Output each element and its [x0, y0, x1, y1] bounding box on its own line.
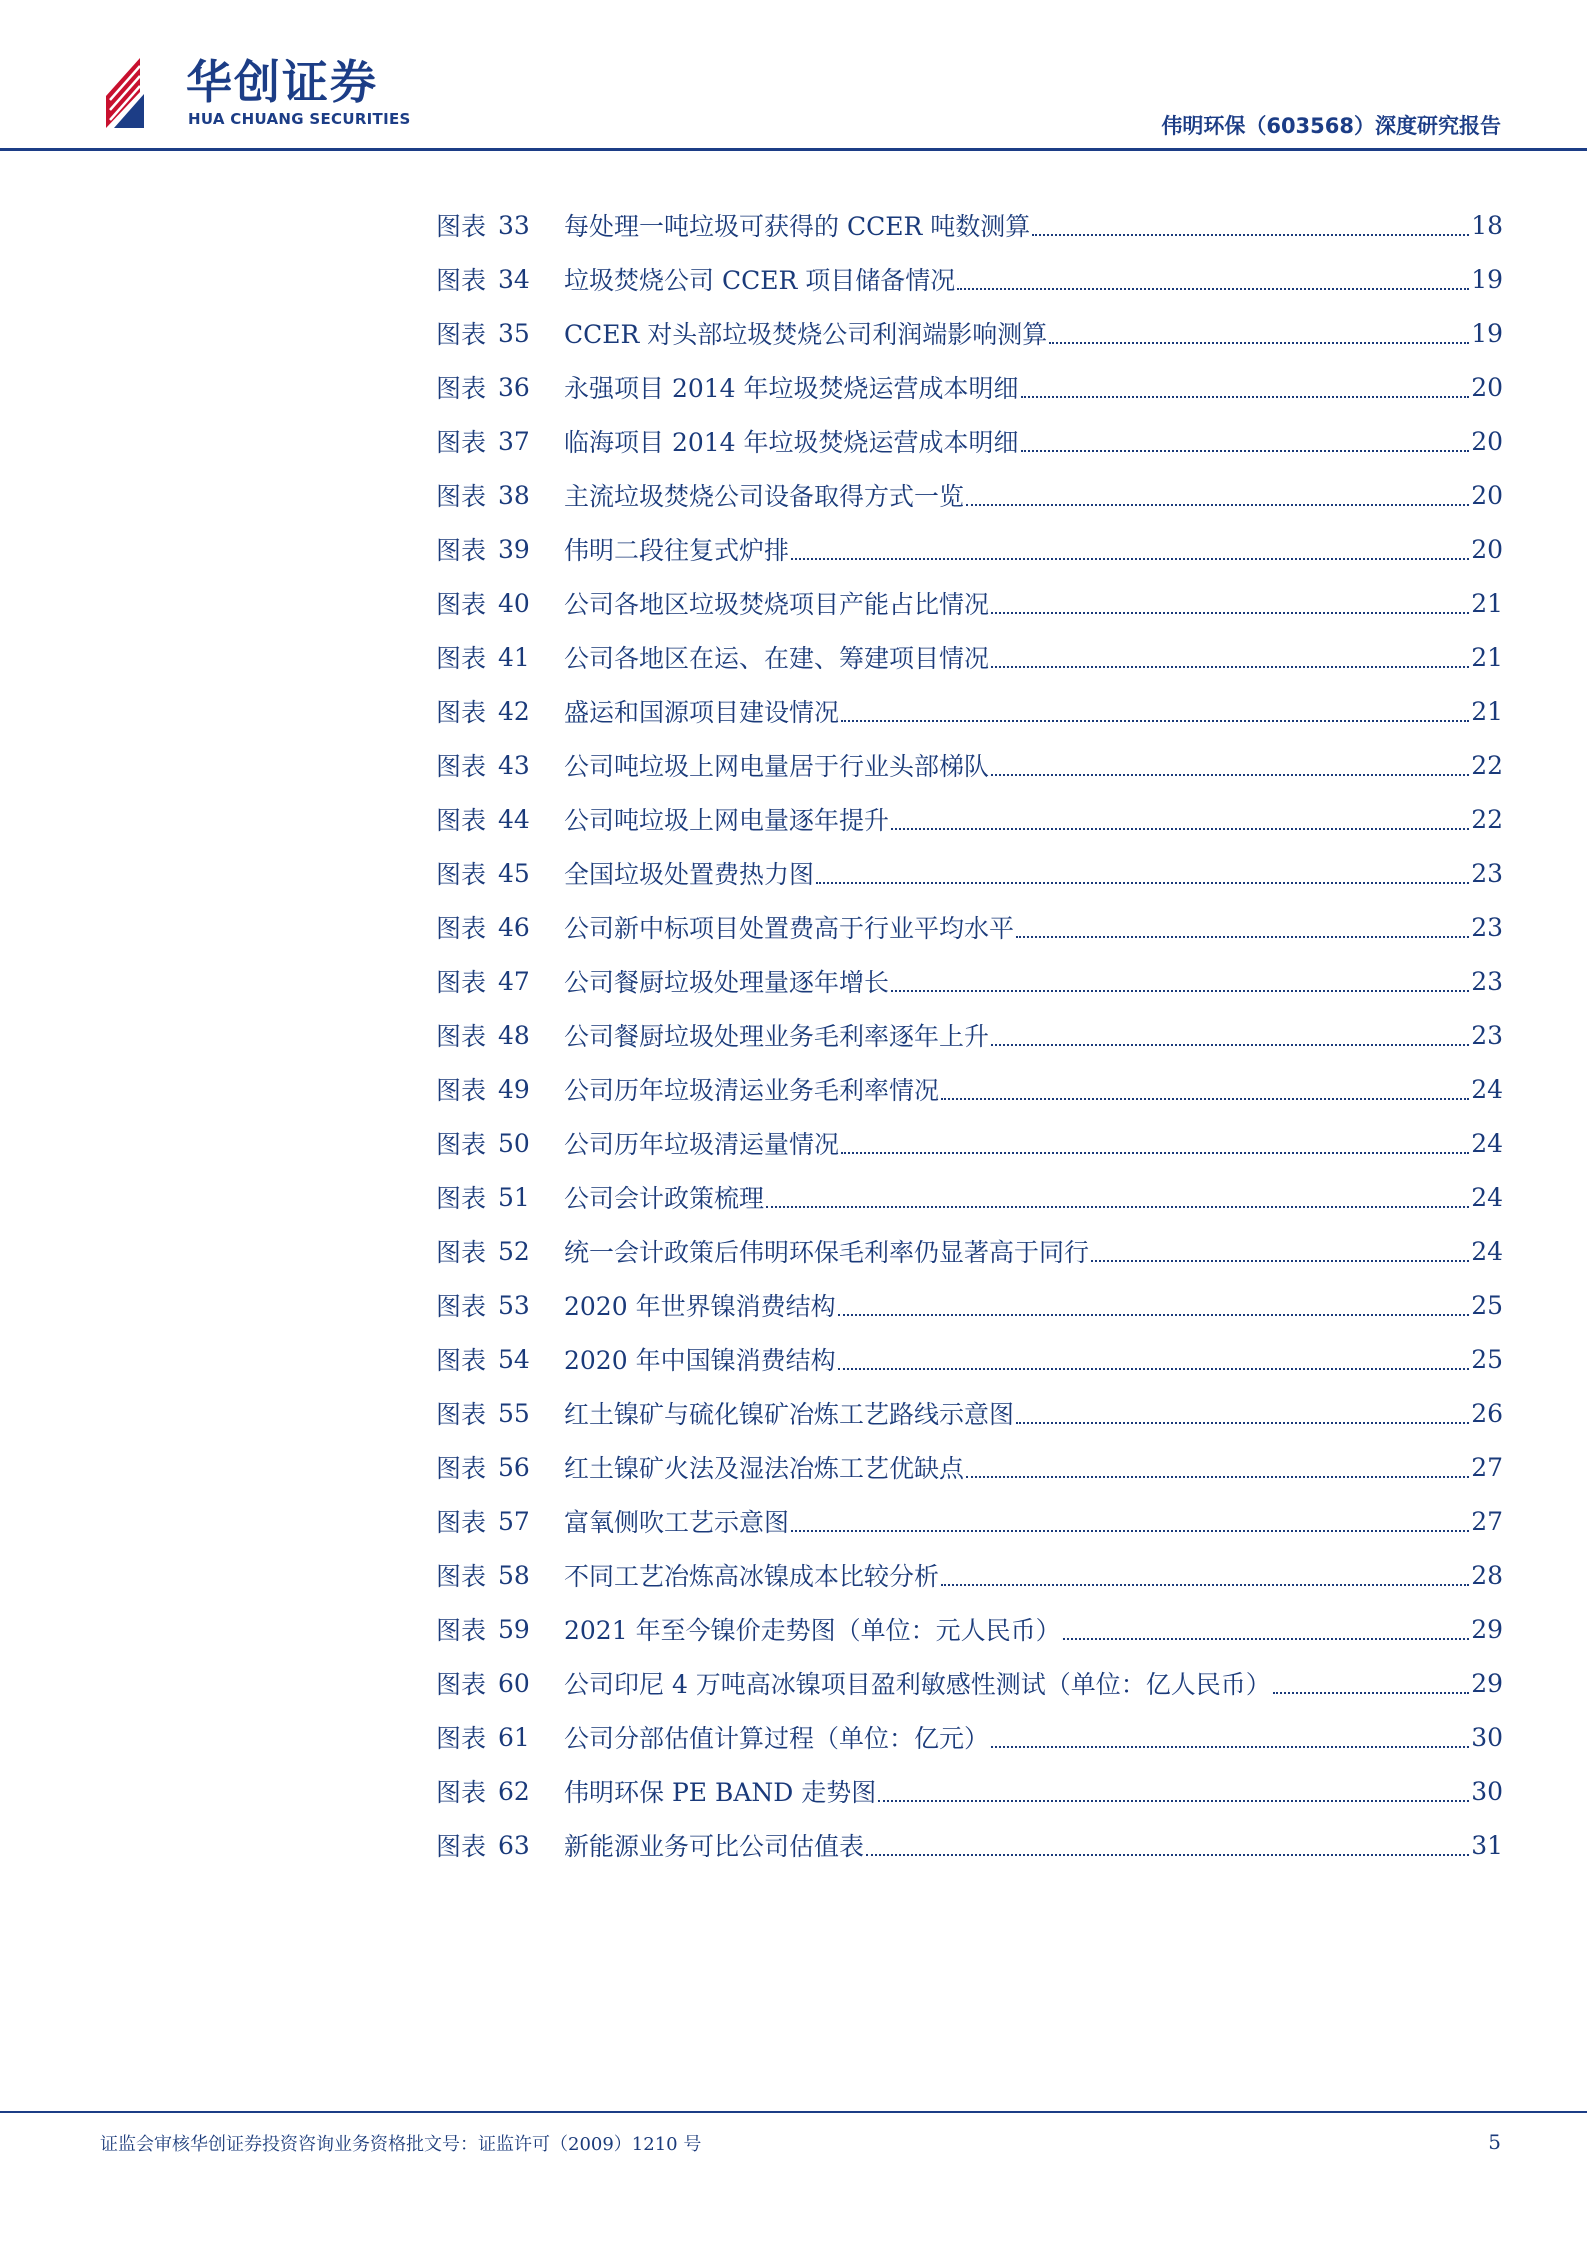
- toc-entry-label: 图表: [436, 1184, 487, 1213]
- toc-leader-dots: [991, 1044, 1469, 1046]
- toc-leader-dots: [766, 1206, 1469, 1208]
- toc-leader-dots: [1021, 396, 1470, 398]
- toc-entry-page: 22: [1471, 804, 1503, 834]
- toc-leader-dots: [966, 504, 1469, 506]
- toc-entry[interactable]: [436, 468, 1503, 522]
- toc-entry-page: 24: [1471, 1182, 1503, 1212]
- toc-entry-page: 20: [1471, 480, 1503, 510]
- toc-entry-number: 34: [498, 264, 530, 294]
- toc-leader-dots: [878, 1800, 1469, 1802]
- toc-entry-number: 40: [498, 588, 530, 618]
- toc-entry-label: 图表: [436, 860, 487, 889]
- toc-leader-dots: [966, 1476, 1469, 1478]
- toc-entry[interactable]: [436, 792, 1503, 846]
- toc-leader-dots: [1273, 1692, 1469, 1694]
- toc-entry-page: 23: [1471, 966, 1503, 996]
- toc-entry-number: 57: [498, 1506, 530, 1536]
- toc-entry-title: 主流垃圾焚烧公司设备取得方式一览: [564, 482, 965, 511]
- toc-entry[interactable]: [436, 1278, 1503, 1332]
- toc-entry[interactable]: [436, 1386, 1503, 1440]
- toc-entry[interactable]: [436, 522, 1503, 576]
- toc-entry[interactable]: [436, 1062, 1503, 1116]
- toc-entry-number: 58: [498, 1560, 530, 1590]
- toc-entry[interactable]: [436, 684, 1503, 738]
- toc-entry-label: 图表: [436, 212, 487, 241]
- toc-entry-title: 公司会计政策梳理: [564, 1184, 765, 1213]
- toc-leader-dots: [891, 828, 1469, 830]
- toc-entry-page: 19: [1471, 264, 1503, 294]
- toc-entry[interactable]: [436, 900, 1503, 954]
- toc-entry-page: 30: [1471, 1722, 1503, 1752]
- toc-entry-number: 37: [498, 426, 530, 456]
- footer-divider: [0, 2111, 1587, 2113]
- toc-entry-title: 2020 年中国镍消费结构: [564, 1346, 836, 1375]
- toc-leader-dots: [891, 990, 1469, 992]
- toc-entry[interactable]: [436, 1116, 1503, 1170]
- toc-entry-label: 图表: [436, 1454, 487, 1483]
- toc-leader-dots: [791, 1530, 1469, 1532]
- toc-entry-title: 临海项目 2014 年垃圾焚烧运营成本明细: [564, 428, 1019, 457]
- toc-entry-page: 20: [1471, 372, 1503, 402]
- toc-leader-dots: [1016, 1422, 1469, 1424]
- toc-leader-dots: [941, 1098, 1469, 1100]
- toc-entry-number: 46: [498, 912, 530, 942]
- toc-entry[interactable]: [436, 1764, 1503, 1818]
- toc-entry-label: 图表: [436, 536, 487, 565]
- toc-entry-title: 公司餐厨垃圾处理量逐年增长: [564, 968, 890, 997]
- toc-leader-dots: [838, 1368, 1470, 1370]
- toc-entry[interactable]: [436, 630, 1503, 684]
- toc-entry[interactable]: [436, 1656, 1503, 1710]
- toc-entry-label: 图表: [436, 1238, 487, 1267]
- toc-entry-label: 图表: [436, 1022, 487, 1051]
- toc-entry-page: 21: [1471, 696, 1503, 726]
- toc-entry-number: 63: [498, 1830, 530, 1860]
- toc-leader-dots: [1063, 1638, 1470, 1640]
- toc-leader-dots: [841, 720, 1469, 722]
- toc-entry-page: 24: [1471, 1236, 1503, 1266]
- toc-entry-label: 图表: [436, 1076, 487, 1105]
- toc-entry[interactable]: [436, 1602, 1503, 1656]
- toc-entry-label: 图表: [436, 1832, 487, 1861]
- toc-leader-dots: [1032, 234, 1469, 236]
- toc-leader-dots: [991, 774, 1469, 776]
- toc-entry-label: 图表: [436, 698, 487, 727]
- toc-entry-title: 红土镍矿火法及湿法冶炼工艺优缺点: [564, 1454, 965, 1483]
- toc-entry-number: 48: [498, 1020, 530, 1050]
- toc-entry-page: 20: [1471, 426, 1503, 456]
- toc-entry-number: 60: [498, 1668, 530, 1698]
- toc-entry-title: 公司各地区垃圾焚烧项目产能占比情况: [564, 590, 990, 619]
- toc-leader-dots: [1016, 936, 1469, 938]
- toc-entry-page: 28: [1471, 1560, 1503, 1590]
- toc-entry-number: 52: [498, 1236, 530, 1266]
- toc-entry-title: 公司餐厨垃圾处理业务毛利率逐年上升: [564, 1022, 990, 1051]
- toc-entry-title: 伟明环保 PE BAND 走势图: [564, 1778, 877, 1807]
- toc-entry[interactable]: [436, 1548, 1503, 1602]
- toc-entry-number: 39: [498, 534, 530, 564]
- toc-entry-label: 图表: [436, 1400, 487, 1429]
- company-logo: [100, 52, 410, 132]
- footer-disclaimer: 证监会审核华创证券投资咨询业务资格批文号：证监许可（2009）1210 号: [100, 2134, 702, 2155]
- toc-leader-dots: [866, 1854, 1469, 1856]
- toc-entry-number: 54: [498, 1344, 530, 1374]
- toc-entry-title: 富氧侧吹工艺示意图: [564, 1508, 790, 1537]
- toc-entry-title: 红土镍矿与硫化镍矿冶炼工艺路线示意图: [564, 1400, 1015, 1429]
- toc-entry-number: 49: [498, 1074, 530, 1104]
- logo-chinese-text: 华创证券: [186, 55, 378, 109]
- toc-entry-number: 42: [498, 696, 530, 726]
- toc-entry-page: 21: [1471, 642, 1503, 672]
- toc-entry-number: 43: [498, 750, 530, 780]
- toc-entry-label: 图表: [436, 320, 487, 349]
- toc-leader-dots: [991, 612, 1469, 614]
- toc-entry-title: 不同工艺冶炼高冰镍成本比较分析: [564, 1562, 940, 1591]
- toc-entry-label: 图表: [436, 1346, 487, 1375]
- toc-entry-title: 公司印尼 4 万吨高冰镍项目盈利敏感性测试（单位：亿人民币）: [564, 1670, 1271, 1699]
- toc-entry[interactable]: [436, 1494, 1503, 1548]
- toc-entry-title: 全国垃圾处置费热力图: [564, 860, 815, 889]
- toc-entry-title: 公司分部估值计算过程（单位：亿元）: [564, 1724, 990, 1753]
- toc-entry-page: 23: [1471, 1020, 1503, 1050]
- toc-entry-label: 图表: [436, 374, 487, 403]
- toc-entry[interactable]: [436, 954, 1503, 1008]
- toc-entry-label: 图表: [436, 968, 487, 997]
- toc-entry-label: 图表: [436, 1508, 487, 1537]
- toc-entry-title: 公司各地区在运、在建、筹建项目情况: [564, 644, 990, 673]
- toc-entry-label: 图表: [436, 914, 487, 943]
- page-number: 5: [1488, 2130, 1501, 2154]
- toc-entry-number: 61: [498, 1722, 530, 1752]
- toc-entry-title: 永强项目 2014 年垃圾焚烧运营成本明细: [564, 374, 1019, 403]
- toc-entry-page: 23: [1471, 912, 1503, 942]
- toc-leader-dots: [991, 666, 1469, 668]
- toc-entry-title: 2020 年世界镍消费结构: [564, 1292, 836, 1321]
- toc-entry-label: 图表: [436, 482, 487, 511]
- toc-entry-title: 盛运和国源项目建设情况: [564, 698, 840, 727]
- toc-entry-number: 35: [498, 318, 530, 348]
- toc-entry[interactable]: [436, 306, 1503, 360]
- toc-entry-number: 41: [498, 642, 530, 672]
- toc-entry[interactable]: [436, 1818, 1503, 1872]
- toc-entry-number: 45: [498, 858, 530, 888]
- toc-entry-page: 29: [1471, 1668, 1503, 1698]
- toc-entry[interactable]: [436, 1332, 1503, 1386]
- figure-index-list: [436, 198, 1503, 1872]
- toc-entry-title: 每处理一吨垃圾可获得的 CCER 吨数测算: [564, 212, 1031, 241]
- toc-leader-dots: [957, 288, 1469, 290]
- toc-entry-label: 图表: [436, 1562, 487, 1591]
- toc-entry[interactable]: [436, 414, 1503, 468]
- toc-entry-page: 20: [1471, 534, 1503, 564]
- toc-entry-number: 50: [498, 1128, 530, 1158]
- toc-leader-dots: [991, 1746, 1469, 1748]
- toc-leader-dots: [816, 882, 1469, 884]
- toc-entry-page: 24: [1471, 1074, 1503, 1104]
- toc-leader-dots: [791, 558, 1469, 560]
- toc-entry-page: 22: [1471, 750, 1503, 780]
- toc-entry-label: 图表: [436, 428, 487, 457]
- toc-entry-title: 伟明二段往复式炉排: [564, 536, 790, 565]
- toc-entry-label: 图表: [436, 644, 487, 673]
- toc-entry[interactable]: [436, 198, 1503, 252]
- toc-entry-title: 公司吨垃圾上网电量逐年提升: [564, 806, 890, 835]
- toc-entry-label: 图表: [436, 1778, 487, 1807]
- toc-entry-number: 53: [498, 1290, 530, 1320]
- logo-english-text: HUA CHUANG SECURITIES: [188, 110, 411, 128]
- toc-entry-number: 51: [498, 1182, 530, 1212]
- toc-entry-number: 47: [498, 966, 530, 996]
- toc-entry[interactable]: [436, 738, 1503, 792]
- toc-entry-number: 56: [498, 1452, 530, 1482]
- logo-icon: [100, 52, 180, 132]
- toc-entry[interactable]: [436, 846, 1503, 900]
- toc-entry-number: 59: [498, 1614, 530, 1644]
- toc-entry-label: 图表: [436, 1616, 487, 1645]
- toc-entry-label: 图表: [436, 1724, 487, 1753]
- toc-entry[interactable]: [436, 1008, 1503, 1062]
- toc-entry[interactable]: [436, 252, 1503, 306]
- toc-entry[interactable]: [436, 1170, 1503, 1224]
- toc-entry-page: 19: [1471, 318, 1503, 348]
- toc-entry-title: 公司历年垃圾清运业务毛利率情况: [564, 1076, 940, 1105]
- toc-entry-label: 图表: [436, 1292, 487, 1321]
- toc-entry-number: 33: [498, 210, 530, 240]
- toc-entry-page: 27: [1471, 1506, 1503, 1536]
- toc-entry-label: 图表: [436, 266, 487, 295]
- toc-entry-page: 18: [1471, 210, 1503, 240]
- toc-entry-number: 62: [498, 1776, 530, 1806]
- toc-entry-page: 21: [1471, 588, 1503, 618]
- toc-entry-title: CCER 对头部垃圾焚烧公司利润端影响测算: [564, 320, 1048, 349]
- toc-entry-page: 25: [1471, 1290, 1503, 1320]
- toc-entry-page: 23: [1471, 858, 1503, 888]
- toc-entry[interactable]: [436, 1710, 1503, 1764]
- toc-entry-title: 统一会计政策后伟明环保毛利率仍显著高于同行: [564, 1238, 1090, 1267]
- header-divider: [0, 148, 1587, 151]
- toc-entry-number: 36: [498, 372, 530, 402]
- toc-entry-page: 26: [1471, 1398, 1503, 1428]
- toc-leader-dots: [841, 1152, 1469, 1154]
- toc-entry-number: 38: [498, 480, 530, 510]
- toc-entry-title: 公司吨垃圾上网电量居于行业头部梯队: [564, 752, 990, 781]
- toc-leader-dots: [1091, 1260, 1469, 1262]
- toc-entry-title: 2021 年至今镍价走势图（单位：元人民币）: [564, 1616, 1061, 1645]
- toc-entry-title: 垃圾焚烧公司 CCER 项目储备情况: [564, 266, 956, 295]
- toc-entry[interactable]: [436, 1224, 1503, 1278]
- toc-leader-dots: [1049, 342, 1469, 344]
- toc-entry[interactable]: [436, 1440, 1503, 1494]
- toc-entry-page: 31: [1471, 1830, 1503, 1860]
- toc-entry-number: 44: [498, 804, 530, 834]
- page-header: [0, 0, 1587, 152]
- toc-entry-label: 图表: [436, 1130, 487, 1159]
- toc-entry-page: 30: [1471, 1776, 1503, 1806]
- toc-entry-page: 25: [1471, 1344, 1503, 1374]
- toc-entry-title: 公司历年垃圾清运量情况: [564, 1130, 840, 1159]
- toc-entry-label: 图表: [436, 590, 487, 619]
- toc-leader-dots: [838, 1314, 1470, 1316]
- toc-entry[interactable]: [436, 360, 1503, 414]
- toc-leader-dots: [1021, 450, 1470, 452]
- report-title: 伟明环保（603568）深度研究报告: [1161, 114, 1501, 138]
- toc-entry-page: 29: [1471, 1614, 1503, 1644]
- toc-entry[interactable]: [436, 576, 1503, 630]
- toc-entry-page: 27: [1471, 1452, 1503, 1482]
- toc-entry-label: 图表: [436, 806, 487, 835]
- toc-entry-number: 55: [498, 1398, 530, 1428]
- toc-entry-title: 公司新中标项目处置费高于行业平均水平: [564, 914, 1015, 943]
- toc-entry-label: 图表: [436, 752, 487, 781]
- toc-entry-label: 图表: [436, 1670, 487, 1699]
- toc-entry-title: 新能源业务可比公司估值表: [564, 1832, 865, 1861]
- toc-leader-dots: [941, 1584, 1469, 1586]
- toc-entry-page: 24: [1471, 1128, 1503, 1158]
